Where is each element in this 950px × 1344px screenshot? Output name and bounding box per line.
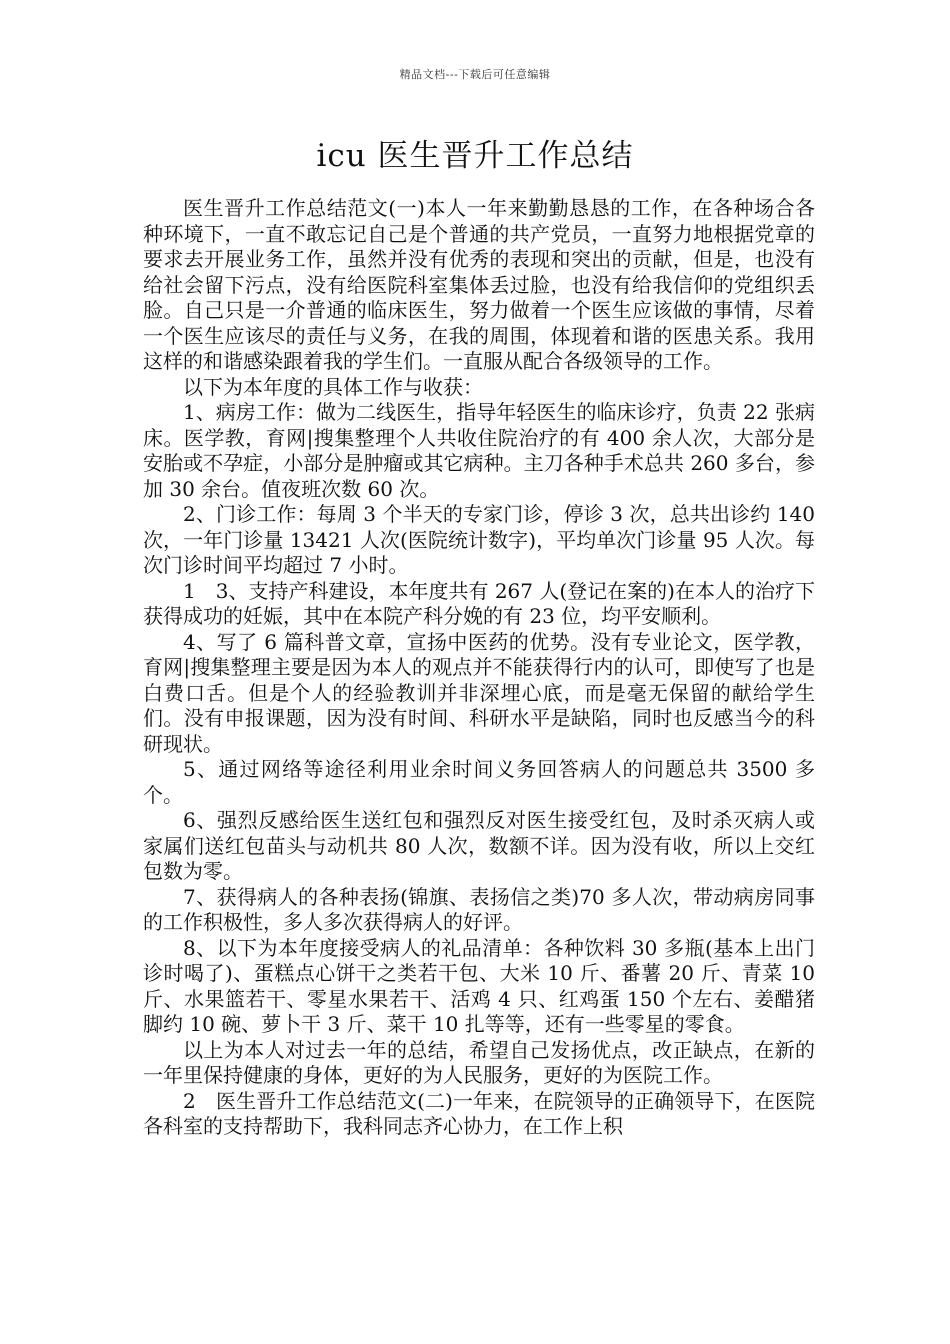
paragraph-item-5: 5、通过网络等途径利用业余时间义务回答病人的问题总共 3500 多个。 xyxy=(143,757,815,807)
document-body xyxy=(143,196,815,1140)
paragraph-work-lead: 以下为本年度的具体工作与收获： xyxy=(183,374,483,399)
paragraph-item-1: 1、病房工作：做为二线医生，指导年轻医生的临床诊疗，负责 22 张病床。医学教，育网|搜集整理个人共收住院治疗的有 400 余人次，大部分是安胎或不孕症，小部分是肿瘤或其它病种。主刀各种手术总共 260 多台，参加 30 余台。值夜班次数 60 次。 xyxy=(143,400,815,501)
paragraph-item-2: 2、门诊工作：每周 3 个半天的专家门诊，停诊 3 次，总共出诊约 140 次，一年门诊量 13421 人次(医院统计数字)，平均单次门诊量 95 人次。每次门诊时间平均超过 7 小时。 xyxy=(143,502,815,577)
paragraph-sample-2: 2 医生晋升工作总结范文(二)一年来，在院领导的正确领导下，在医院各科室的支持帮助下，我科同志齐心协力，在工作上积 xyxy=(143,1088,815,1138)
paragraph-item-3: 1 3、支持产科建设，本年度共有 267 人(登记在案的)在本人的治疗下获得成功的妊娠，其中在本院产科分娩的有 23 位，均平安顺利。 xyxy=(143,578,815,628)
paragraph-item-4: 4、写了 6 篇科普文章，宣扬中医药的优势。没有专业论文，医学教，育网|搜集整理主要是因为本人的观点并不能获得行内的认可，即使写了也是白费口舌。但是个人的经验教训并非深埋心底，而是毫无保留的献给学生们。没有申报课题，因为没有时间、科研水平是缺陷，同时也反感当今的科研现状。 xyxy=(143,629,815,756)
paragraph-conclusion: 以上为本人对过去一年的总结，希望自己发扬优点，改正缺点，在新的一年里保持健康的身体，更好的为人民服务，更好的为医院工作。 xyxy=(143,1037,815,1087)
paragraph-intro: 医生晋升工作总结范文(一)本人一年来勤勤恳恳的工作，在各种场合各种环境下，一直不敢忘记自己是个普通的共产党员，一直努力地根据党章的要求去开展业务工作，虽然并没有优秀的表现和突出的贡献，但是，也没有给社会留下污点，没有给医院科室集体丢过脸，也没有给我信仰的党组织丢脸。自己只是一介普通的临床医生，努力做着一个医生应该做的事情，尽着一个医生应该尽的责任与义务，在我的周围，体现着和谐的医患关系。我用这样的和谐感染跟着我的学生们。一直服从配合各级领导的工作。 xyxy=(143,196,815,373)
paragraph-item-8: 8、以下为本年度接受病人的礼品清单：各种饮料 30 多瓶(基本上出门诊时喝了)、蛋糕点心饼干之类若干包、大米 10 斤、番薯 20 斤、青菜 10 斤、水果篮若干、零星水果若干、活鸡 4 只、红鸡蛋 150 个左右、姜醋猪脚约 10 碗、萝卜干 3 斤、菜干 10 扎等等，还有一些零星的零食。 xyxy=(143,935,815,1036)
paragraph-item-6: 6、强烈反感给医生送红包和强烈反对医生接受红包，及时杀灭病人或家属们送红包苗头与动机共 80 人次，数额不详。因为没有收，所以上交红包数为零。 xyxy=(143,808,815,883)
paragraph-item-7: 7、获得病人的各种表扬(锦旗、表扬信之类)70 多人次，带动病房同事的工作积极性，多人多次获得病人的好评。 xyxy=(143,884,815,934)
document-title: icu 医生晋升工作总结 xyxy=(316,138,634,174)
page-header: 精品文档---下载后可任意编辑 xyxy=(399,68,551,81)
